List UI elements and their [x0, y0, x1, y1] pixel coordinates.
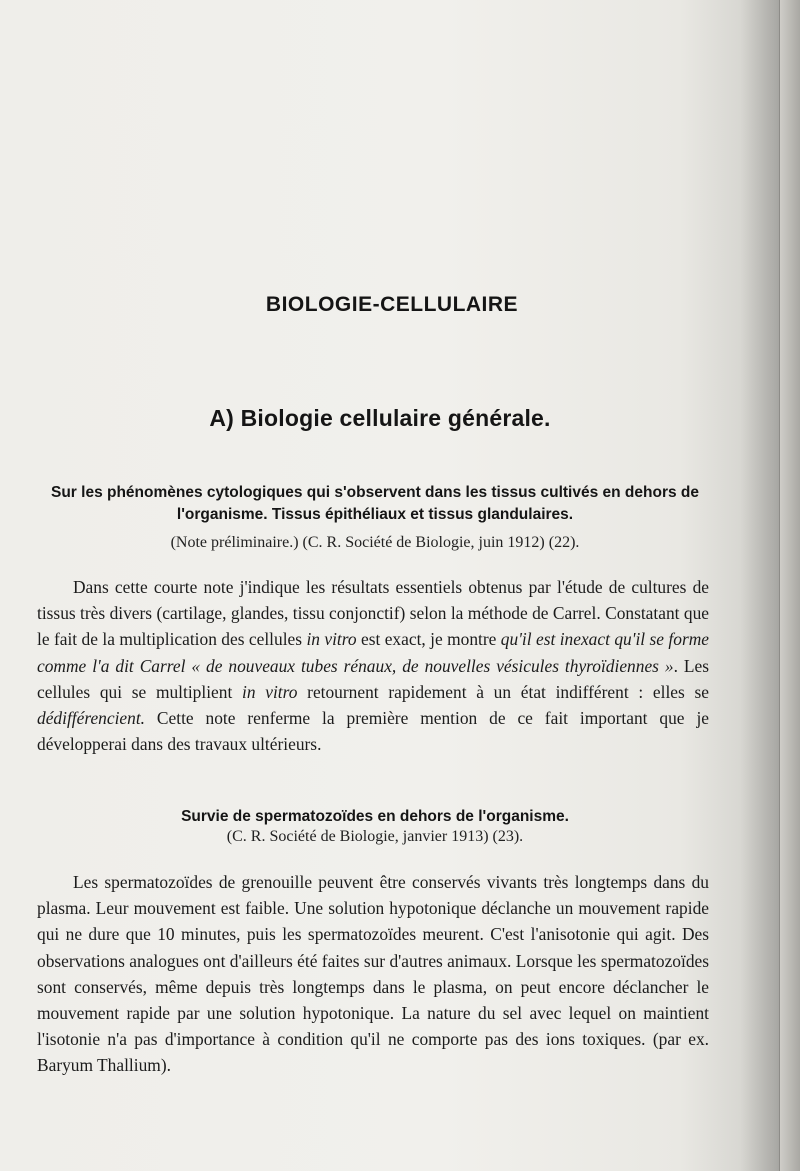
body-italic: in vitro — [306, 629, 357, 650]
body-text: Cette note renferme la première mention de ce fait important que je développerai dans des travaux ultérieurs. — [37, 708, 709, 755]
section-subtitle: A) Biologie cellulaire générale. — [209, 405, 551, 431]
body-italic: qu'il est inexact qu'il se forme comme l'a dit Carrel « de nouveaux tubes rénaux, de nouvelles vésicules thyroïdiennes » — [37, 629, 709, 676]
article-body-1 — [37, 574, 709, 757]
body-text: retournent rapidement à un état indifférent : elles se — [297, 681, 709, 702]
body-text: . Les cellules qui se multiplient — [37, 655, 709, 702]
body-text: Dans cette courte note j'indique les résultats essentiels obtenus par l'étude de cultures de tissus très divers (cartilage, glandes, tissu conjonctif) selon la méthode de Carrel. Constatant que le fait de la multiplication des cellules — [37, 577, 709, 650]
article-title-1: Sur les phénomènes cytologiques qui s'observent dans les tissus cultivés en dehors de l'organisme. Tissus épithéliaux et tissus glandulaires. — [51, 484, 699, 523]
page-edge — [779, 0, 800, 1171]
body-text: est exact, je montre — [356, 629, 501, 650]
body-italic: in vitro — [242, 681, 298, 702]
body-text: Les spermatozoïdes de grenouille peuvent être conservés vivants très longtemps dans du plasma. Leur mouvement est faible. Une solution hypotonique déclanche un mouvement rapide qui ne dure que 10 minutes, puis les spermatozoïdes meurent. C'est l'anisotonie qui agit. Des observations analogues ont d'ailleurs été faites sur d'autres animaux. Lorsque les spermatozoïdes sont conservés, même depuis très longtemps dans le plasma, on peut encore déclancher le mouvement rapide par une solution hypotonique. La nature du sel avec lequel on maintient l'isotonie n'a pas d'importance à condition qu'il ne comporte pas des ions toxiques. (par ex. Baryum Thallium). — [37, 872, 709, 1076]
bleed-through-line — [40, 150, 750, 170]
body-italic: dédifférencient. — [37, 708, 146, 729]
section-title: BIOLOGIE-CELLULAIRE — [265, 293, 519, 316]
article-body-2 — [37, 869, 709, 1079]
article-citation-2: (C. R. Société de Biologie, janvier 1913) (23). — [226, 828, 524, 845]
article-title-2: Survie de spermatozoïdes en dehors de l'organisme. — [181, 808, 569, 825]
article-citation-1: (Note préliminaire.) (C. R. Société de Biologie, juin 1912) (22). — [170, 534, 580, 551]
